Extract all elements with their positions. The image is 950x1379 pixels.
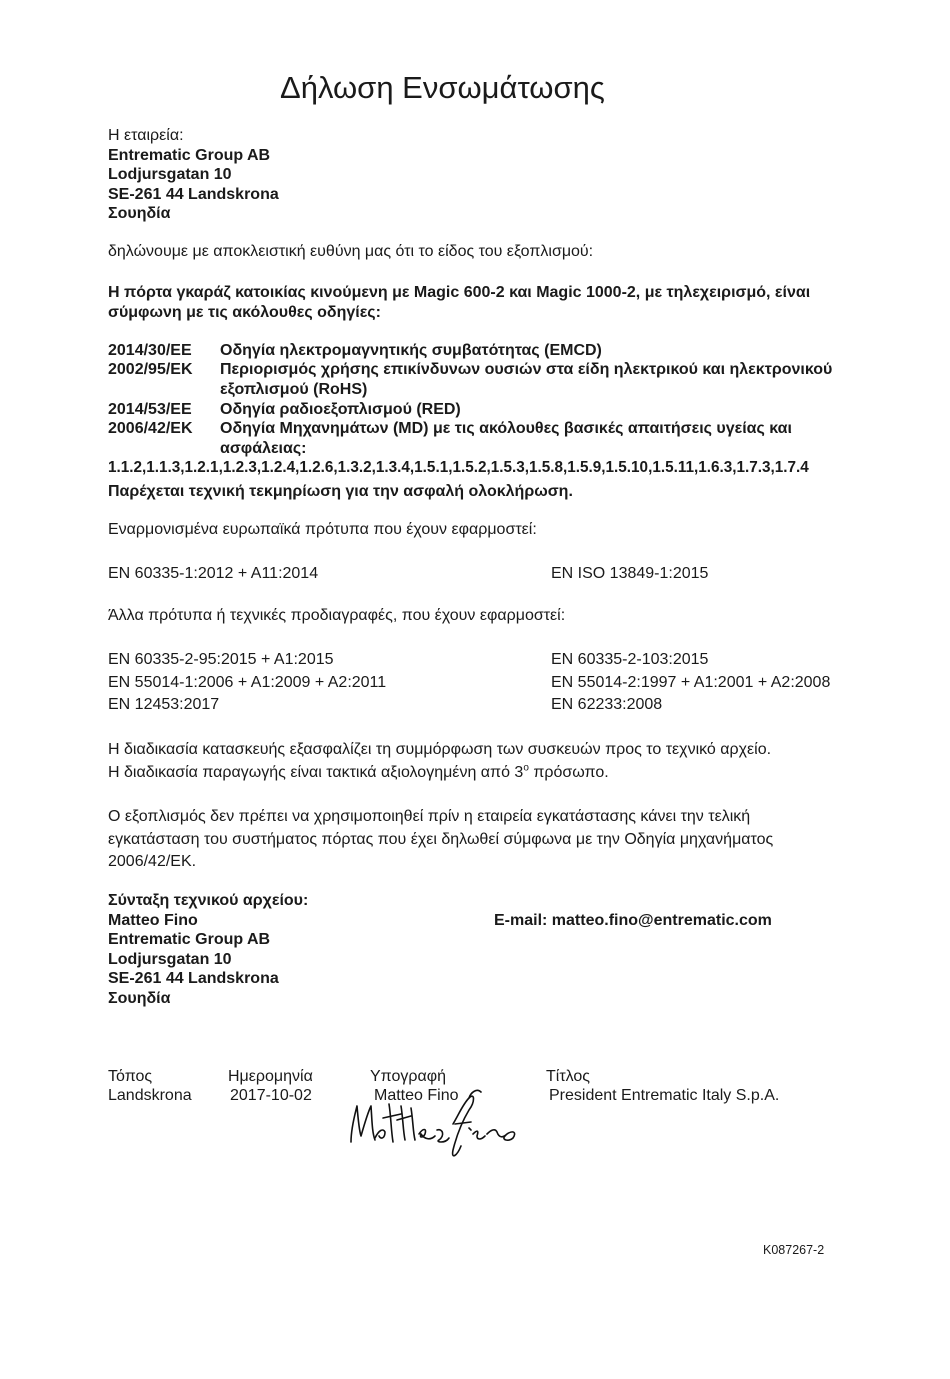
tech-file-block — [108, 891, 308, 1008]
directive-text-cont: εξοπλισμού (RoHS) — [220, 380, 368, 398]
product-statement — [108, 283, 810, 322]
directive-text: Οδηγία Μηχανημάτων (MD) με τις ακόλουθες βασικές απαιτήσεις υγείας και — [220, 420, 792, 437]
signature-label: Υπογραφή — [370, 1068, 447, 1085]
date-value: 2017-10-02 — [230, 1087, 312, 1104]
directive-code: 2014/53/EE — [108, 401, 192, 418]
standard-item: EN 60335-2-103:2015 — [551, 651, 709, 668]
essential-requirements: 1.1.2,1.1.3,1.2.1,1.2.3,1.2.4,1.2.6,1.3.2,1.3.4,1.5.1,1.5.2,1.5.3,1.5.8,1.5.9,1.5.10,1.5.11,1.6.3,1.7.3,1.7.4 — [108, 459, 809, 476]
harmonised-standard-left: EN 60335-1:2012 + A11:2014 — [108, 565, 319, 582]
tech-file-street: Lodjursgatan 10 — [108, 950, 232, 968]
standard-item: EN 62233:2008 — [551, 696, 663, 713]
process-line-2 — [108, 762, 848, 785]
declare-text: δηλώνουμε με αποκλειστική ευθύνη μας ότι το είδος του εξοπλισμού: — [108, 243, 594, 260]
process-line-1: Η διαδικασία κατασκευής εξασφαλίζει τη συμμόρφωση των συσκευών προς το τεχνικό αρχείο. — [108, 741, 772, 758]
directive-code: 2002/95/EK — [108, 361, 193, 378]
product-line-2: σύμφωνη με τις ακόλουθες οδηγίες: — [108, 303, 381, 321]
page-title: Δήλωση Ενσωμάτωσης — [280, 70, 605, 105]
directive-row — [108, 341, 898, 361]
ordinal-superscript: ο — [523, 762, 529, 774]
directive-code: 2014/30/EE — [108, 342, 192, 359]
date-label: Ημερομηνία — [228, 1068, 313, 1085]
directive-row — [108, 400, 898, 420]
directive-row — [108, 360, 898, 400]
title-value: President Entrematic Italy S.p.A. — [549, 1087, 780, 1104]
place-value: Landskrona — [108, 1087, 192, 1104]
process-line-2-text: Η διαδικασία παραγωγής είναι τακτικά αξιολογημένη από 3 — [108, 763, 524, 781]
directive-row — [108, 419, 898, 459]
directive-text: Περιορισμός χρήσης επικίνδυνων ουσιών στα είδη ηλεκτρικού και ηλεκτρονικού — [220, 361, 833, 378]
other-standards-left — [108, 649, 386, 717]
tech-file-country: Σουηδία — [108, 989, 171, 1007]
company-street: Lodjursgatan 10 — [108, 166, 232, 183]
company-country: Σουηδία — [108, 205, 171, 222]
directive-text: Οδηγία ηλεκτρομαγνητικής συμβατότητας (EMCD) — [220, 342, 602, 359]
process-line-2-end: πρόσωπο. — [528, 763, 609, 781]
place-label: Τόπος — [108, 1068, 153, 1085]
directive-text: Οδηγία ραδιοεξοπλισμού (RED) — [220, 401, 461, 418]
standard-item: EN 55014-2:1997 + A1:2001 + A2:2008 — [551, 673, 831, 691]
harmonised-standard-right: EN ISO 13849-1:2015 — [551, 565, 709, 582]
tech-doc-statement: Παρέχεται τεχνική τεκμηρίωση για την ασφαλή ολοκλήρωση. — [108, 483, 573, 500]
company-city: SE-261 44 Landskrona — [108, 185, 279, 203]
tech-file-city: SE-261 44 Landskrona — [108, 970, 279, 987]
document-code: K087267-2 — [763, 1243, 825, 1257]
tech-file-company: Entrematic Group AB — [108, 931, 271, 948]
standard-item: EN 60335-2-95:2015 + A1:2015 — [108, 651, 334, 668]
email-link[interactable]: matteo.fino@entrematic.com — [551, 912, 772, 929]
process-paragraph — [108, 739, 848, 784]
harmonised-label: Εναρμονισμένα ευρωπαϊκά πρότυπα που έχουν εφαρμοστεί: — [108, 521, 537, 538]
standard-item: EN 12453:2017 — [108, 696, 220, 713]
standard-item: EN 55014-1:2006 + A1:2009 + A2:2011 — [108, 673, 387, 691]
tech-file-person: Matteo Fino — [108, 911, 198, 929]
other-standards-right — [551, 649, 830, 717]
company-block — [108, 126, 279, 224]
product-line-1: Η πόρτα γκαράζ κατοικίας κινούμενη με Magic 600-2 και Magic 1000-2, με τηλεχειρισμό, είναι — [108, 284, 811, 301]
directive-text-cont: ασφάλειας: — [220, 439, 307, 457]
handwritten-signature — [345, 1084, 535, 1164]
company-label: Η εταιρεία: — [108, 127, 184, 144]
directive-code: 2006/42/EK — [108, 420, 193, 437]
usage-note: Ο εξοπλισμός δεν πρέπει να χρησιμοποιηθεί πρίν η εταιρεία εγκατάστασης κάνει την τελική εγκατάσταση του συστήματος πόρτας που έχει δηλωθεί σύμφωνα με την Οδηγία μηχανήματος 2006/42/EK. — [108, 808, 774, 870]
email-line — [494, 911, 772, 931]
tech-file-label: Σύνταξη τεχνικού αρχείου: — [108, 892, 309, 909]
company-name: Entrematic Group AB — [108, 146, 271, 164]
signatory-name: Matteo Fino — [374, 1087, 459, 1104]
email-label: E-mail: — [494, 912, 548, 929]
title-label: Τίτλος — [546, 1068, 591, 1085]
other-standards-label: Άλλα πρότυπα ή τεχνικές προδιαγραφές, που έχουν εφαρμοστεί: — [108, 607, 566, 624]
